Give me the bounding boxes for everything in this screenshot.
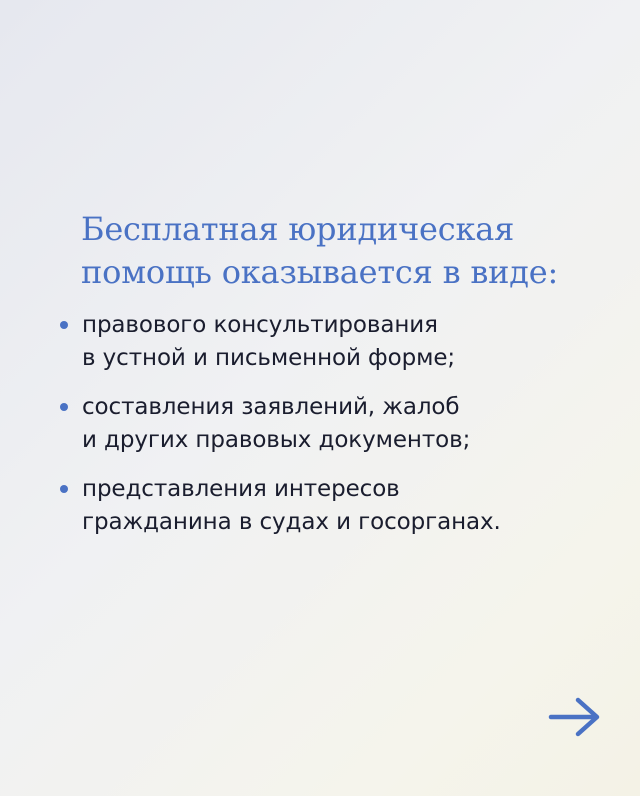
title-line: помощь оказывается в виде: <box>81 253 559 291</box>
list-item-text: составления заявлений, жалоб <box>82 394 460 420</box>
bullet-icon <box>60 403 68 411</box>
services-list <box>60 309 620 555</box>
next-button[interactable] <box>548 696 602 738</box>
page-title <box>81 208 621 294</box>
list-item <box>60 309 620 375</box>
arrow-right-icon <box>548 696 602 738</box>
list-item-text: правового консультирования <box>82 312 438 338</box>
bullet-icon <box>60 321 68 329</box>
list-item-text: в устной и письменной форме; <box>82 345 456 371</box>
bullet-icon <box>60 485 68 493</box>
list-item <box>60 391 620 457</box>
list-item-text: и других правовых документов; <box>82 427 471 453</box>
list-item <box>60 473 620 539</box>
title-line: Бесплатная юридическая <box>81 210 515 248</box>
list-item-text: гражданина в судах и госорганах. <box>82 509 501 535</box>
list-item-text: представления интересов <box>82 476 400 502</box>
